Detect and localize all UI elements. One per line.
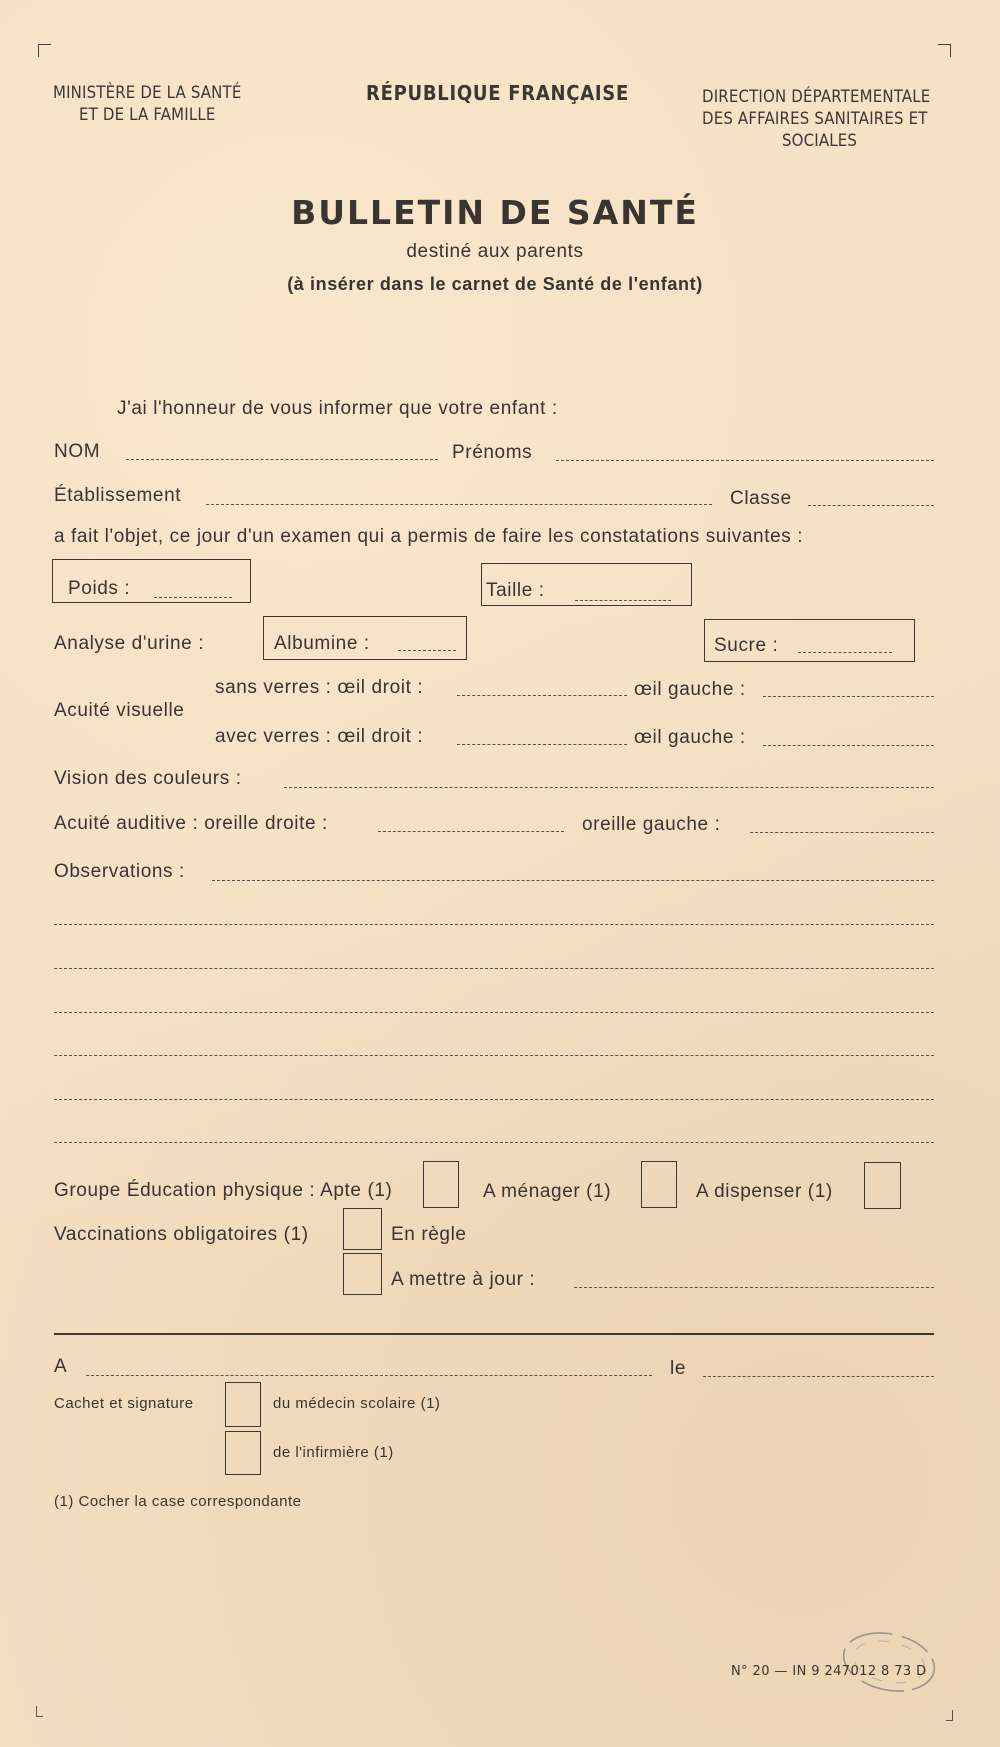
acuite-visuelle-label: Acuité visuelle [54, 700, 185, 721]
vision-couleurs-field[interactable] [284, 787, 934, 788]
oreille-gauche-field[interactable] [750, 832, 934, 833]
observations-line-4[interactable] [54, 1012, 934, 1013]
crop-mark-bottom-right [946, 1710, 953, 1721]
taille-label: Taille : [486, 580, 545, 601]
ministry-line-2: ET DE LA FAMILLE [79, 105, 216, 125]
le-label: le [670, 1358, 686, 1379]
albumine-label: Albumine : [274, 633, 370, 654]
observations-line-2[interactable] [54, 924, 934, 925]
sucre-field[interactable] [798, 652, 892, 653]
intro-text: J'ai l'honneur de vous informer que votre enfant : [117, 398, 558, 419]
round-stamp [826, 1620, 952, 1704]
analyse-urine-label: Analyse d'urine : [54, 633, 205, 654]
acuite-auditive-label: Acuité auditive : oreille droite : [54, 813, 328, 834]
prenoms-field[interactable] [556, 460, 934, 461]
a-mettre-a-jour-checkbox[interactable] [343, 1253, 382, 1295]
sans-verres-label: sans verres : œil droit : [215, 677, 424, 698]
section-divider [54, 1333, 934, 1335]
en-regle-checkbox[interactable] [343, 1208, 382, 1250]
republic-heading: RÉPUBLIQUE FRANÇAISE [366, 81, 629, 105]
etablissement-field[interactable] [206, 504, 712, 505]
medecin-label: du médecin scolaire (1) [273, 1395, 441, 1412]
avec-verres-oeil-gauche-label: œil gauche : [634, 727, 746, 748]
a-mettre-a-jour-field[interactable] [574, 1287, 934, 1288]
apte-checkbox[interactable] [423, 1161, 459, 1208]
page-title: BULLETIN DE SANTÉ [291, 193, 699, 232]
direction-line-2: DES AFFAIRES SANITAIRES ET [702, 109, 928, 129]
a-lieu-field[interactable] [86, 1375, 652, 1376]
exam-text: a fait l'objet, ce jour d'un examen qui a permis de faire les constatations suivantes : [54, 526, 804, 547]
observations-label: Observations : [54, 861, 185, 882]
dispenser-checkbox[interactable] [864, 1162, 901, 1209]
a-mettre-a-jour-label: A mettre à jour : [391, 1269, 536, 1290]
le-date-field[interactable] [703, 1376, 934, 1377]
footnote: (1) Cocher la case correspondante [54, 1493, 302, 1510]
classe-field[interactable] [808, 505, 934, 506]
observations-line-3[interactable] [54, 968, 934, 969]
cachet-signature-label: Cachet et signature [54, 1395, 194, 1412]
observations-line-7[interactable] [54, 1142, 934, 1143]
oreille-droite-field[interactable] [378, 831, 564, 832]
vision-couleurs-label: Vision des couleurs : [54, 768, 242, 789]
etablissement-label: Établissement [54, 485, 182, 506]
sans-verres-oeil-gauche-label: œil gauche : [634, 679, 746, 700]
menager-checkbox[interactable] [641, 1161, 677, 1208]
groupe-education-label: Groupe Éducation physique : Apte (1) [54, 1180, 393, 1201]
ministry-line-1: MINISTÈRE DE LA SANTÉ [53, 83, 242, 103]
avec-verres-oeil-droit-field[interactable] [457, 744, 627, 745]
poids-label: Poids : [68, 578, 131, 599]
avec-verres-label: avec verres : œil droit : [215, 726, 424, 747]
nom-field[interactable] [126, 459, 438, 460]
sucre-label: Sucre : [714, 635, 779, 656]
en-regle-label: En règle [391, 1224, 467, 1245]
infirmiere-label: de l'infirmière (1) [273, 1444, 394, 1461]
dispenser-label: A dispenser (1) [696, 1181, 833, 1202]
nom-label: NOM [54, 441, 101, 462]
vaccinations-label: Vaccinations obligatoires (1) [54, 1224, 309, 1245]
a-label: A [54, 1356, 68, 1377]
observations-line-1[interactable] [212, 880, 934, 881]
prenoms-label: Prénoms [452, 442, 533, 463]
direction-line-3: SOCIALES [782, 131, 858, 151]
crop-mark-bottom-left [36, 1706, 43, 1717]
poids-field[interactable] [154, 597, 232, 598]
avec-verres-oeil-gauche-field[interactable] [763, 745, 934, 746]
sans-verres-oeil-droit-field[interactable] [457, 695, 627, 696]
crop-mark-top-right [938, 44, 951, 57]
menager-label: A ménager (1) [483, 1181, 612, 1202]
page-note: (à insérer dans le carnet de Santé de l'enfant) [287, 274, 703, 294]
oreille-gauche-label: oreille gauche : [582, 814, 721, 835]
crop-mark-top-left [38, 44, 51, 57]
medecin-checkbox[interactable] [225, 1382, 261, 1427]
form-number: N° 20 — IN 9 247012 8 73 D [731, 1664, 927, 1679]
taille-field[interactable] [575, 600, 671, 601]
page-subtitle: destiné aux parents [406, 241, 584, 262]
classe-label: Classe [730, 488, 792, 509]
direction-line-1: DIRECTION DÉPARTEMENTALE [702, 87, 931, 107]
observations-line-5[interactable] [54, 1055, 934, 1056]
infirmiere-checkbox[interactable] [225, 1431, 261, 1475]
sans-verres-oeil-gauche-field[interactable] [763, 696, 934, 697]
observations-line-6[interactable] [54, 1099, 934, 1100]
albumine-field[interactable] [398, 650, 456, 651]
